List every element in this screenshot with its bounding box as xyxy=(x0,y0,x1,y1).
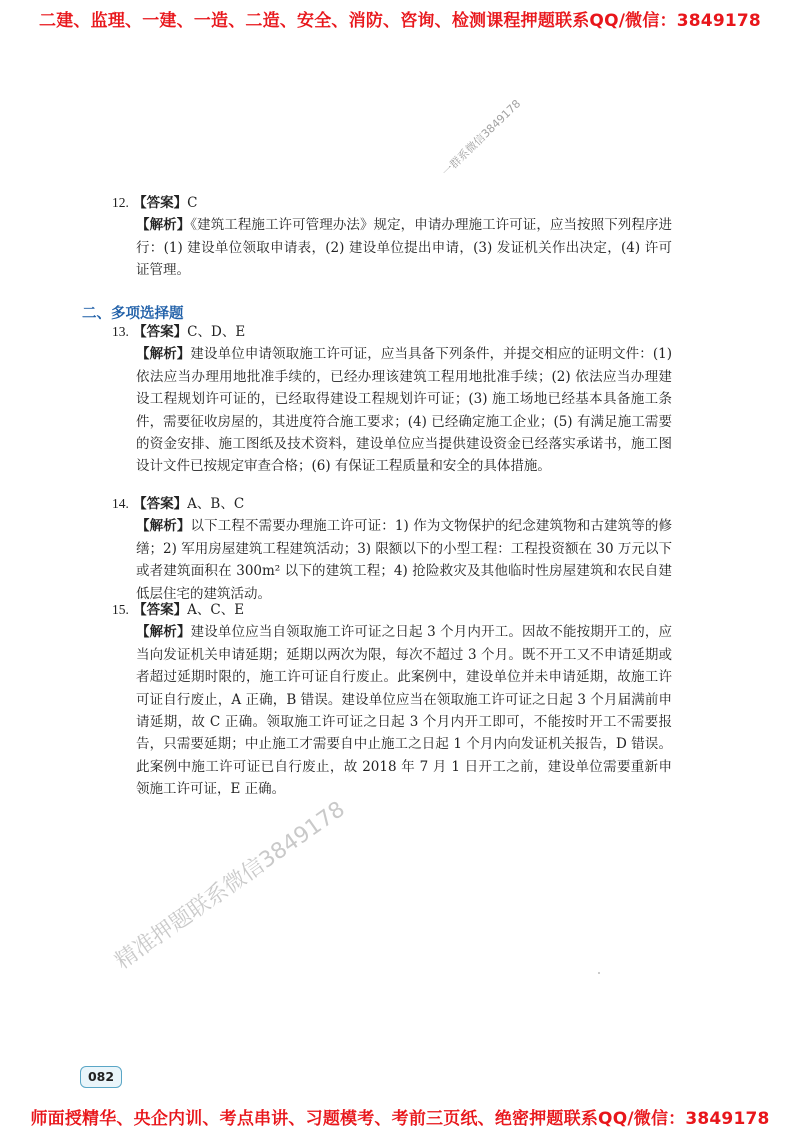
analysis-tag: 【解析】 xyxy=(136,217,191,234)
analysis-tag: 【解析】 xyxy=(136,624,191,641)
analysis-tag: 【解析】 xyxy=(136,518,191,535)
answer-value: A、B、C xyxy=(187,496,245,512)
analysis-text: 建设单位申请领取施工许可证，应当具备下列条件，并提交相应的证明文件：(1) 依法应当办理用地批准手续的，已经办理该建筑工程用地批准手续；(2) 依法应当办理建设工程规划许可证的，已经取得建设工程规划许可证；(3) 施工场地已经基本具备施工条件，需要征收房屋的，其进度符合施工要求；(4) 已经确定施工企业；(5) 有满足施工需要的资金安排、施工图纸及技术资料，建设单位应当提供建设资金已经落实承诺书，施工图设计文件已按规定审查合格；(6) 有保证工程质量和安全的具体措施。 xyxy=(136,346,673,475)
answer-tag: 【答案】 xyxy=(133,324,188,340)
question-number: 12. xyxy=(112,195,129,210)
scan-speck xyxy=(598,972,600,974)
page-number: 082 xyxy=(80,1066,122,1088)
answer-tag: 【答案】 xyxy=(133,496,188,512)
answer-value: A、C、E xyxy=(187,602,245,618)
analysis-tag: 【解析】 xyxy=(136,346,191,363)
answer-value: C xyxy=(187,195,198,211)
question-13 xyxy=(112,321,672,478)
analysis-text: 建设单位应当自领取施工许可证之日起 3 个月内开工。因故不能按期开工的，应当向发证机关申请延期；延期以两次为限，每次不超过 3 个月。既不开工又不申请延期或者超过延期时限的，施工许可证自行废止。此案例中，建设单位并未申请延期，故施工许可证自行废止，A 正确，B 错误。建设单位应当在领取施工许可证之日起 3 个月届满前申请延期，故 C 正确。领取施工许可证之日起 3 个月内开工即可，不能按时开工不需要报告，只需要延期；中止施工才需要自中止施工之日起 1 个月内向发证机关报告，D 错误。此案例中施工许可证已自行废止，故 2018 年 7 月 1 日开工之前，建设单位需要重新申领施工许可证，E 正确。 xyxy=(136,624,673,798)
question-number: 14. xyxy=(112,496,129,511)
answer-tag: 【答案】 xyxy=(133,195,188,211)
question-12 xyxy=(112,192,672,282)
watermark-small: 一群系微信3849178 xyxy=(439,97,524,179)
header-banner: 二建、监理、一建、一造、二造、安全、消防、咨询、检测课程押题联系QQ/微信：3849178 xyxy=(39,11,761,31)
analysis-text: 《建筑工程施工许可管理办法》规定，申请办理施工许可证，应当按照下列程序进行：(1) 建设单位领取申请表，(2) 建设单位提出申请，(3) 发证机关作出决定，(4) 许可证管理。 xyxy=(136,217,673,279)
question-14 xyxy=(112,493,672,605)
footer-banner: 师面授精华、央企内训、考点串讲、习题模考、考前三页纸、绝密押题联系QQ/微信：3849178 xyxy=(30,1109,770,1129)
question-15 xyxy=(112,599,672,801)
answer-tag: 【答案】 xyxy=(133,602,188,618)
analysis-text: 以下工程不需要办理施工许可证：1) 作为文物保护的纪念建筑物和古建筑等的修缮；2) 军用房屋建筑工程建筑活动；3) 限额以下的小型工程：工程投资额在 30 万元以下或者建筑面积在 300m² 以下的建筑工程；4) 抢险救灾及其他临时性房屋建筑和农民自建低层住宅的建筑活动。 xyxy=(136,518,672,602)
section-title: 二、多项选择题 xyxy=(82,306,184,322)
question-number: 15. xyxy=(112,602,129,617)
watermark-large: 精准押题联系微信3849178 xyxy=(110,796,350,975)
answer-value: C、D、E xyxy=(187,324,246,340)
question-number: 13. xyxy=(112,324,129,339)
